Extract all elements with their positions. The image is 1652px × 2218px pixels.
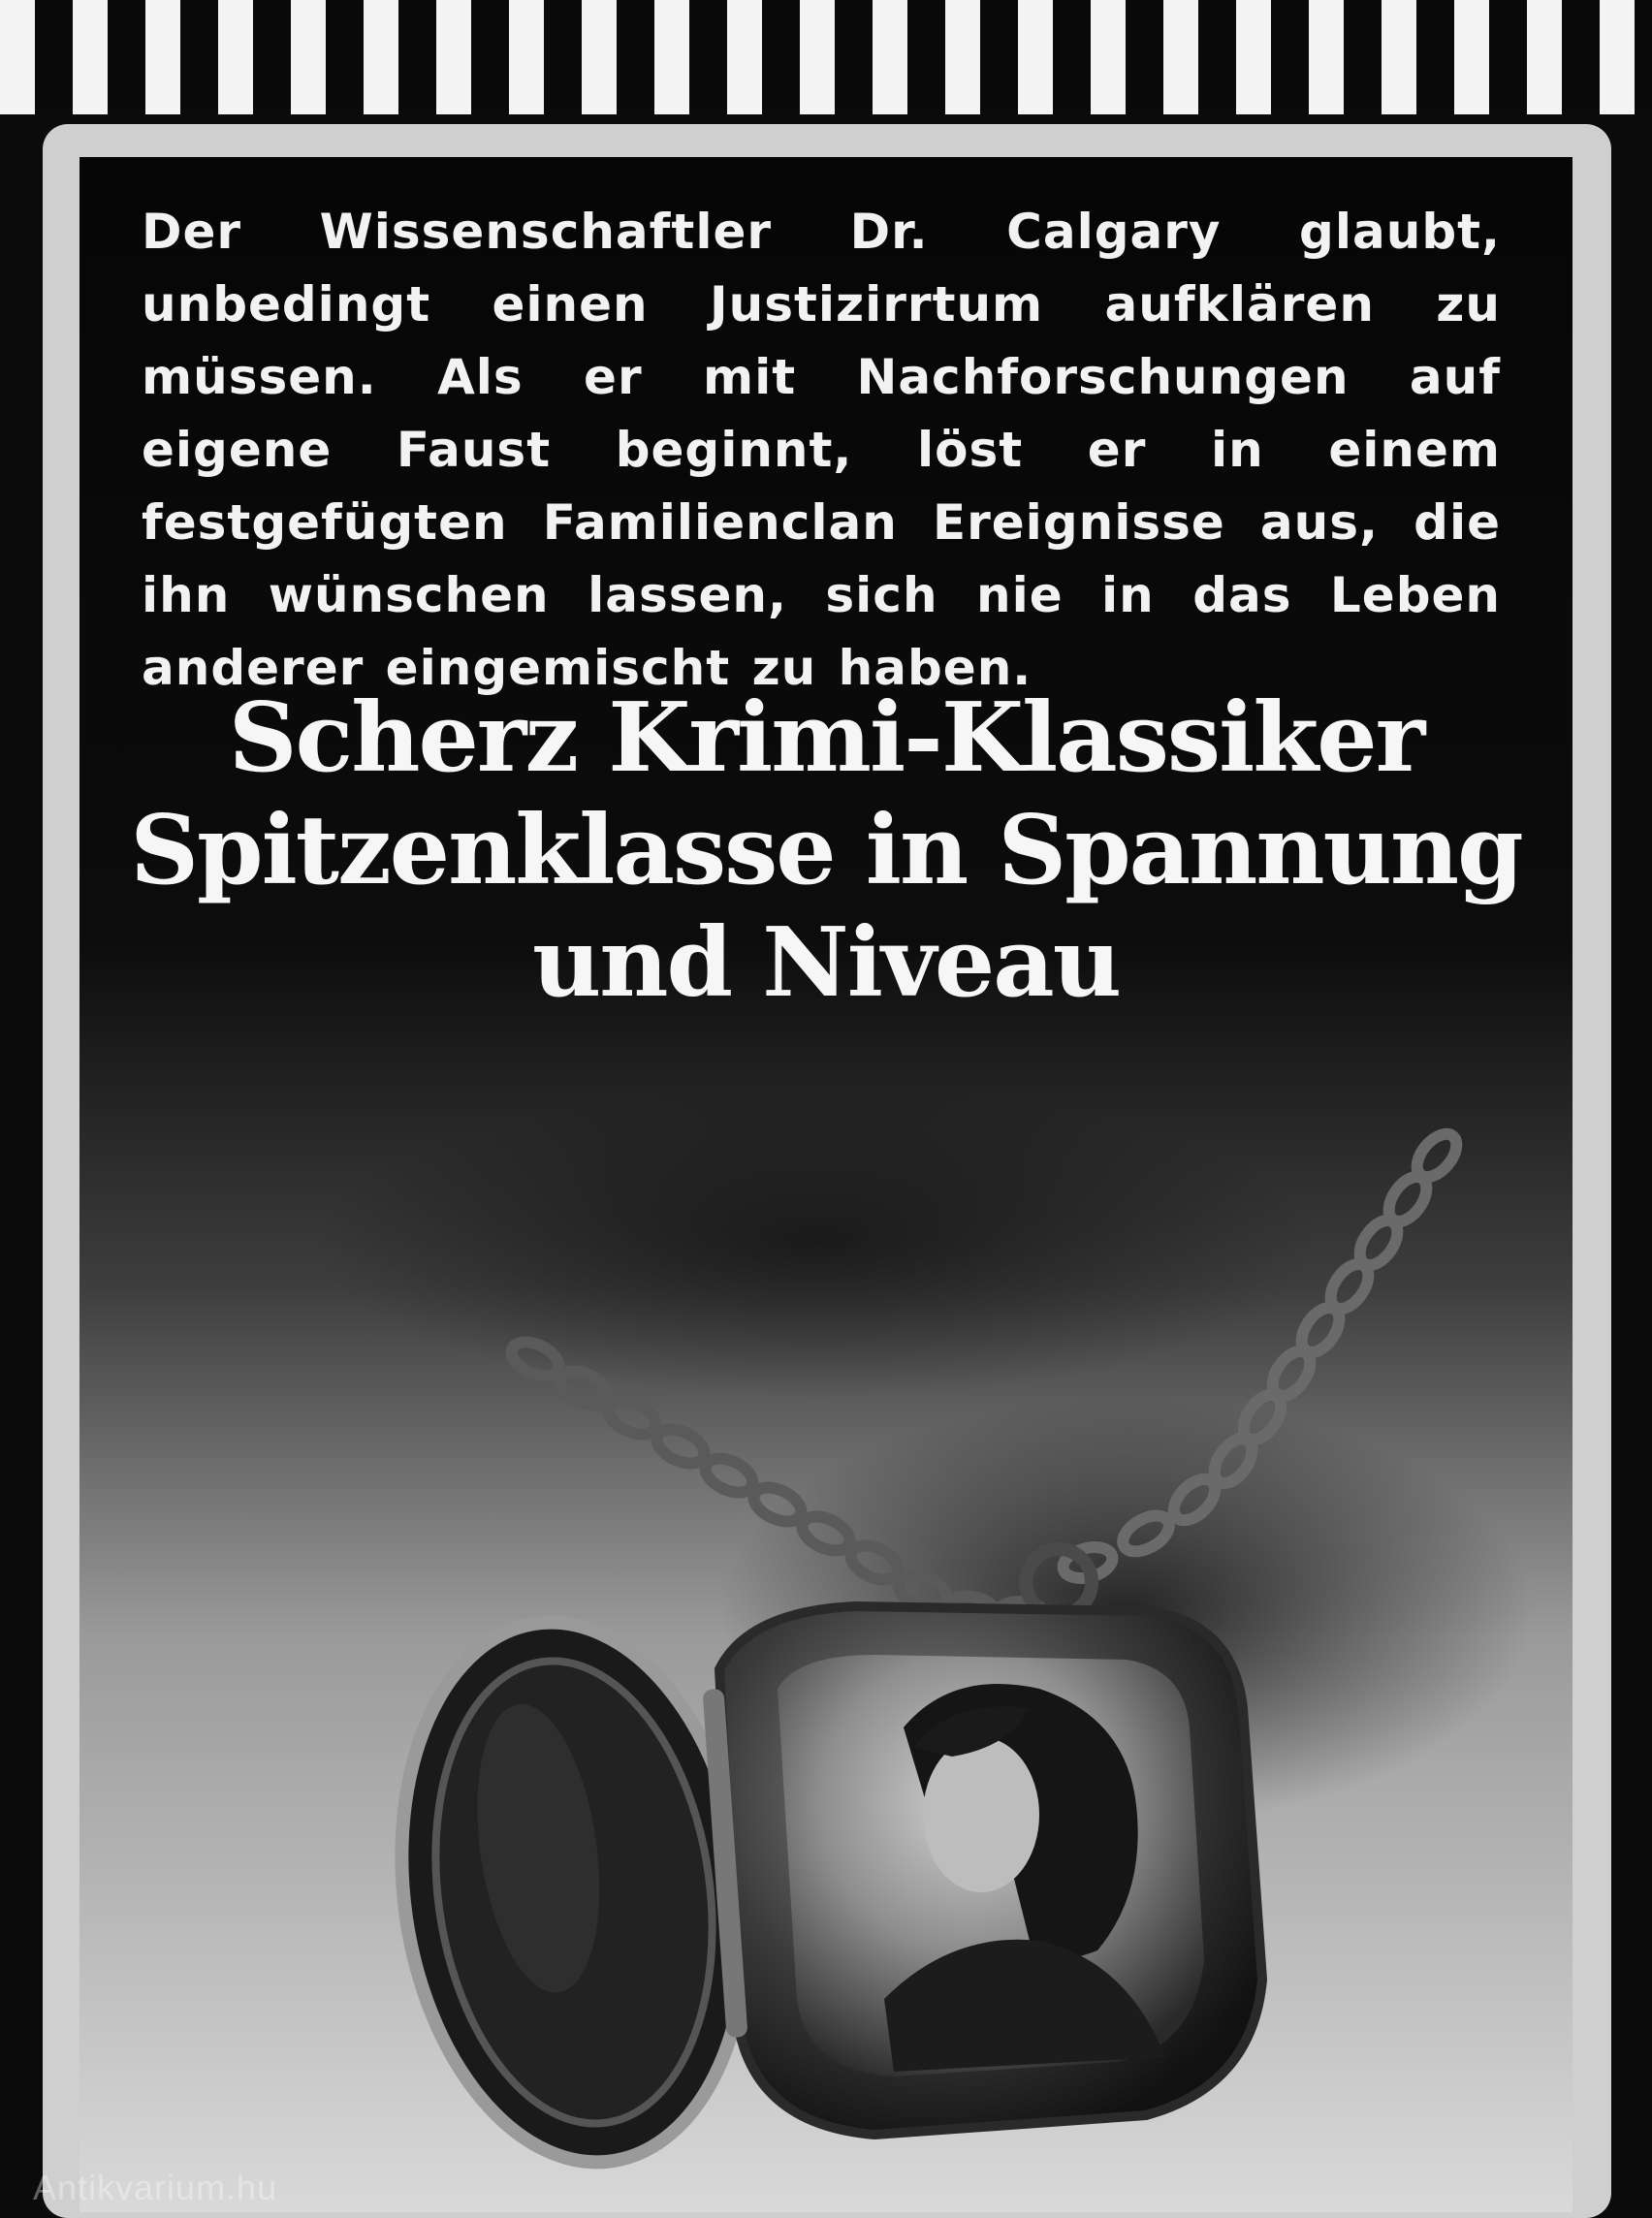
headline-line-3: und Niveau	[532, 907, 1120, 1019]
headline-line-2: Spitzenklasse in Spannung	[130, 795, 1522, 906]
cover-panel	[79, 157, 1573, 2212]
back-cover-blurb: Der Wissenschaftler Dr. Calgary glaubt, unbedingt einen Justizirrtum aufklären zu müssen. Als er mit Nachforschungen auf eigene Faust beginnt, löst er in einem festgefügten Familienclan Ereignisse aus, die ihn wünschen lassen, sich nie in das Leben anderer eingemischt zu haben.	[142, 204, 1501, 696]
watermark-text: Antikvarium.hu	[33, 2168, 278, 2207]
series-headline	[79, 682, 1573, 1020]
headline-line-1: Scherz Krimi-Klassiker	[228, 682, 1424, 794]
striped-banner	[0, 0, 1652, 126]
